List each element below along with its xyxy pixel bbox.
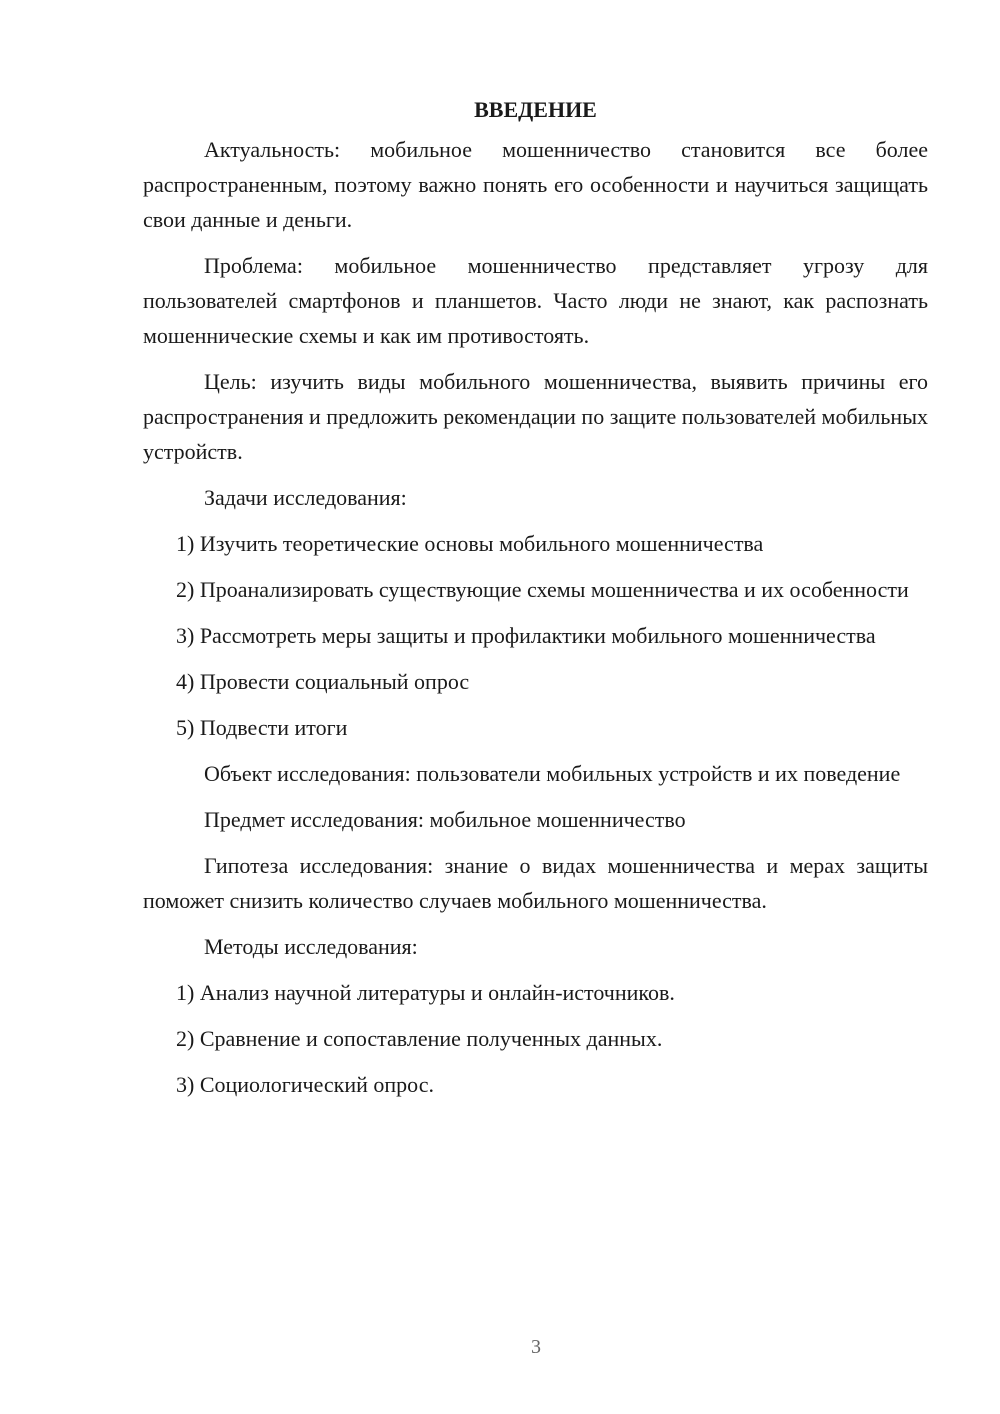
task-item: 4) Провести социальный опрос	[176, 669, 470, 694]
problem-paragraph: Проблема: мобильное мошенничество представляет угрозу для пользователей смартфонов и планшетов. Часто люди не знают, как распознать мошеннические схемы и как им противостоять.	[143, 253, 928, 348]
task-item: 1) Изучить теоретические основы мобильного мошенничества	[176, 531, 764, 556]
method-item: 3) Социологический опрос.	[176, 1072, 434, 1097]
task-item: 3) Рассмотреть меры защиты и профилактики мобильного мошенничества	[176, 623, 876, 648]
relevance-paragraph: Актуальность: мобильное мошенничество становится все более распространенным, поэтому важно понять его особенности и научиться защищать свои данные и деньги.	[143, 137, 928, 232]
document-page	[143, 92, 928, 1113]
section-title: ВВЕДЕНИЕ	[474, 97, 597, 122]
object-paragraph: Объект исследования: пользователи мобильных устройств и их поведение	[204, 761, 901, 786]
methods-heading: Методы исследования:	[204, 934, 418, 959]
method-item: 1) Анализ научной литературы и онлайн-источников.	[176, 980, 675, 1005]
subject-paragraph: Предмет исследования: мобильное мошенничество	[204, 807, 686, 832]
task-item: 2) Проанализировать существующие схемы мошенничества и их особенности	[176, 577, 909, 602]
hypothesis-paragraph: Гипотеза исследования: знание о видах мошенничества и мерах защиты поможет снизить количество случаев мобильного мошенничества.	[143, 853, 928, 913]
tasks-heading: Задачи исследования:	[204, 485, 407, 510]
goal-paragraph: Цель: изучить виды мобильного мошенничества, выявить причины его распространения и предложить рекомендации по защите пользователей мобильных устройств.	[143, 369, 928, 464]
task-item: 5) Подвести итоги	[176, 715, 348, 740]
page-number: 3	[531, 1336, 541, 1358]
method-item: 2) Сравнение и сопоставление полученных данных.	[176, 1026, 663, 1051]
